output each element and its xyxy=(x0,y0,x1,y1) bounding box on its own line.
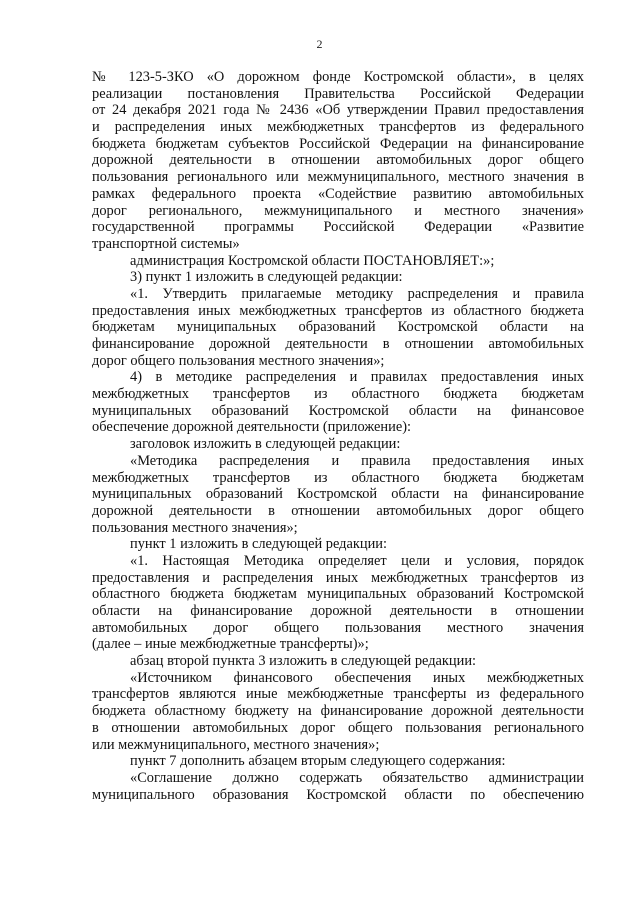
text-line: рамках федерального проекта «Содействие развитию автомобильных xyxy=(92,185,584,202)
text-line: пользования местного значения»; xyxy=(92,519,298,536)
text-line: муниципального образования Костромской области по обеспечению xyxy=(92,786,584,803)
text-line: 3) пункт 1 изложить в следующей редакции: xyxy=(130,269,403,286)
text-line: реализации постановления Правительства Российской Федерации xyxy=(92,85,584,102)
text-line: финансирование дорожной деятельности в отношении автомобильных xyxy=(92,336,584,352)
text-line: администрация Костромской области ПОСТАНОВЛЯЕТ:»; xyxy=(130,252,495,269)
text-line: бюджетам муниципальных образований Костромской области на xyxy=(92,319,584,336)
text-line: от 24 декабря 2021 года № 2436 «Об утверждении Правил предоставления xyxy=(92,102,584,119)
text-line: дорог регионального, межмуниципального и местного значения» xyxy=(92,202,584,219)
text-line: дорожной деятельности в отношении автомобильных дорог общего xyxy=(92,152,584,169)
text-line: пункт 7 дополнить абзацем вторым следующего содержания: xyxy=(130,753,506,770)
text-line: № 123-5-ЗКО «О дорожном фонде Костромской области», в целях xyxy=(92,69,584,85)
text-line: муниципальных образований Костромской области на финансовое xyxy=(92,402,584,419)
text-line: предоставления и распределения иных межбюджетных трансфертов из xyxy=(92,569,584,586)
text-line: бюджета областному бюджету на финансирование дорожной деятельности xyxy=(92,703,584,720)
text-line: бюджета бюджетам субъектов Российской Федерации на финансирование xyxy=(92,135,584,152)
text-line: или межмуниципального, местного значения»; xyxy=(92,736,380,753)
text-line: области на финансирование дорожной деятельности в отношении xyxy=(92,603,584,619)
text-line: в отношении автомобильных дорог общего пользования регионального xyxy=(92,719,584,736)
text-line: (далее – иные межбюджетные трансферты)»; xyxy=(92,636,369,653)
text-line: обеспечение дорожной деятельности (приложение): xyxy=(92,419,411,436)
text-line: муниципальных образований Костромской области на финансирование xyxy=(92,486,584,503)
text-line: 4) в методике распределения и правилах предоставления иных xyxy=(130,369,584,386)
text-line: государственной программы Российской Федерации «Развитие xyxy=(92,219,584,236)
text-line: «Соглашение должно содержать обязательство администрации xyxy=(130,769,584,786)
text-line: «1. Утвердить прилагаемые методику распределения и правила xyxy=(130,285,584,302)
text-line: транспортной системы» xyxy=(92,235,240,252)
text-line: межбюджетных трансфертов из областного бюджета бюджетам xyxy=(92,469,584,486)
text-line: пользования регионального или межмуниципального, местного значения в xyxy=(92,169,584,186)
text-line: абзац второй пункта 3 изложить в следующей редакции: xyxy=(130,653,477,670)
text-line: и распределения иных межбюджетных трансфертов из федерального xyxy=(92,119,584,136)
text-line: «Методика распределения и правила предоставления иных xyxy=(130,452,584,469)
text-line: автомобильных дорог общего пользования местного значения xyxy=(92,619,584,636)
text-line: пункт 1 изложить в следующей редакции: xyxy=(130,536,387,553)
text-line: трансфертов являются иные межбюджетные трансферты из федерального xyxy=(92,686,584,703)
text-line: дорожной деятельности в отношении автомобильных дорог общего xyxy=(92,502,584,519)
text-line: «1. Настоящая Методика определяет цели и условия, порядок xyxy=(130,552,584,569)
text-line: дорог общего пользования местного значения»; xyxy=(92,352,385,369)
text-line: заголовок изложить в следующей редакции: xyxy=(130,436,401,453)
document-body xyxy=(92,69,584,803)
text-line: предоставления иных межбюджетных трансфертов из областного бюджета xyxy=(92,302,584,319)
text-line: областного бюджета бюджетам муниципальных образований Костромской xyxy=(92,586,584,603)
text-line: межбюджетных трансфертов из областного бюджета бюджетам xyxy=(92,386,584,403)
page-number: 2 xyxy=(316,37,323,51)
text-line: «Источником финансового обеспечения иных межбюджетных xyxy=(130,669,584,686)
